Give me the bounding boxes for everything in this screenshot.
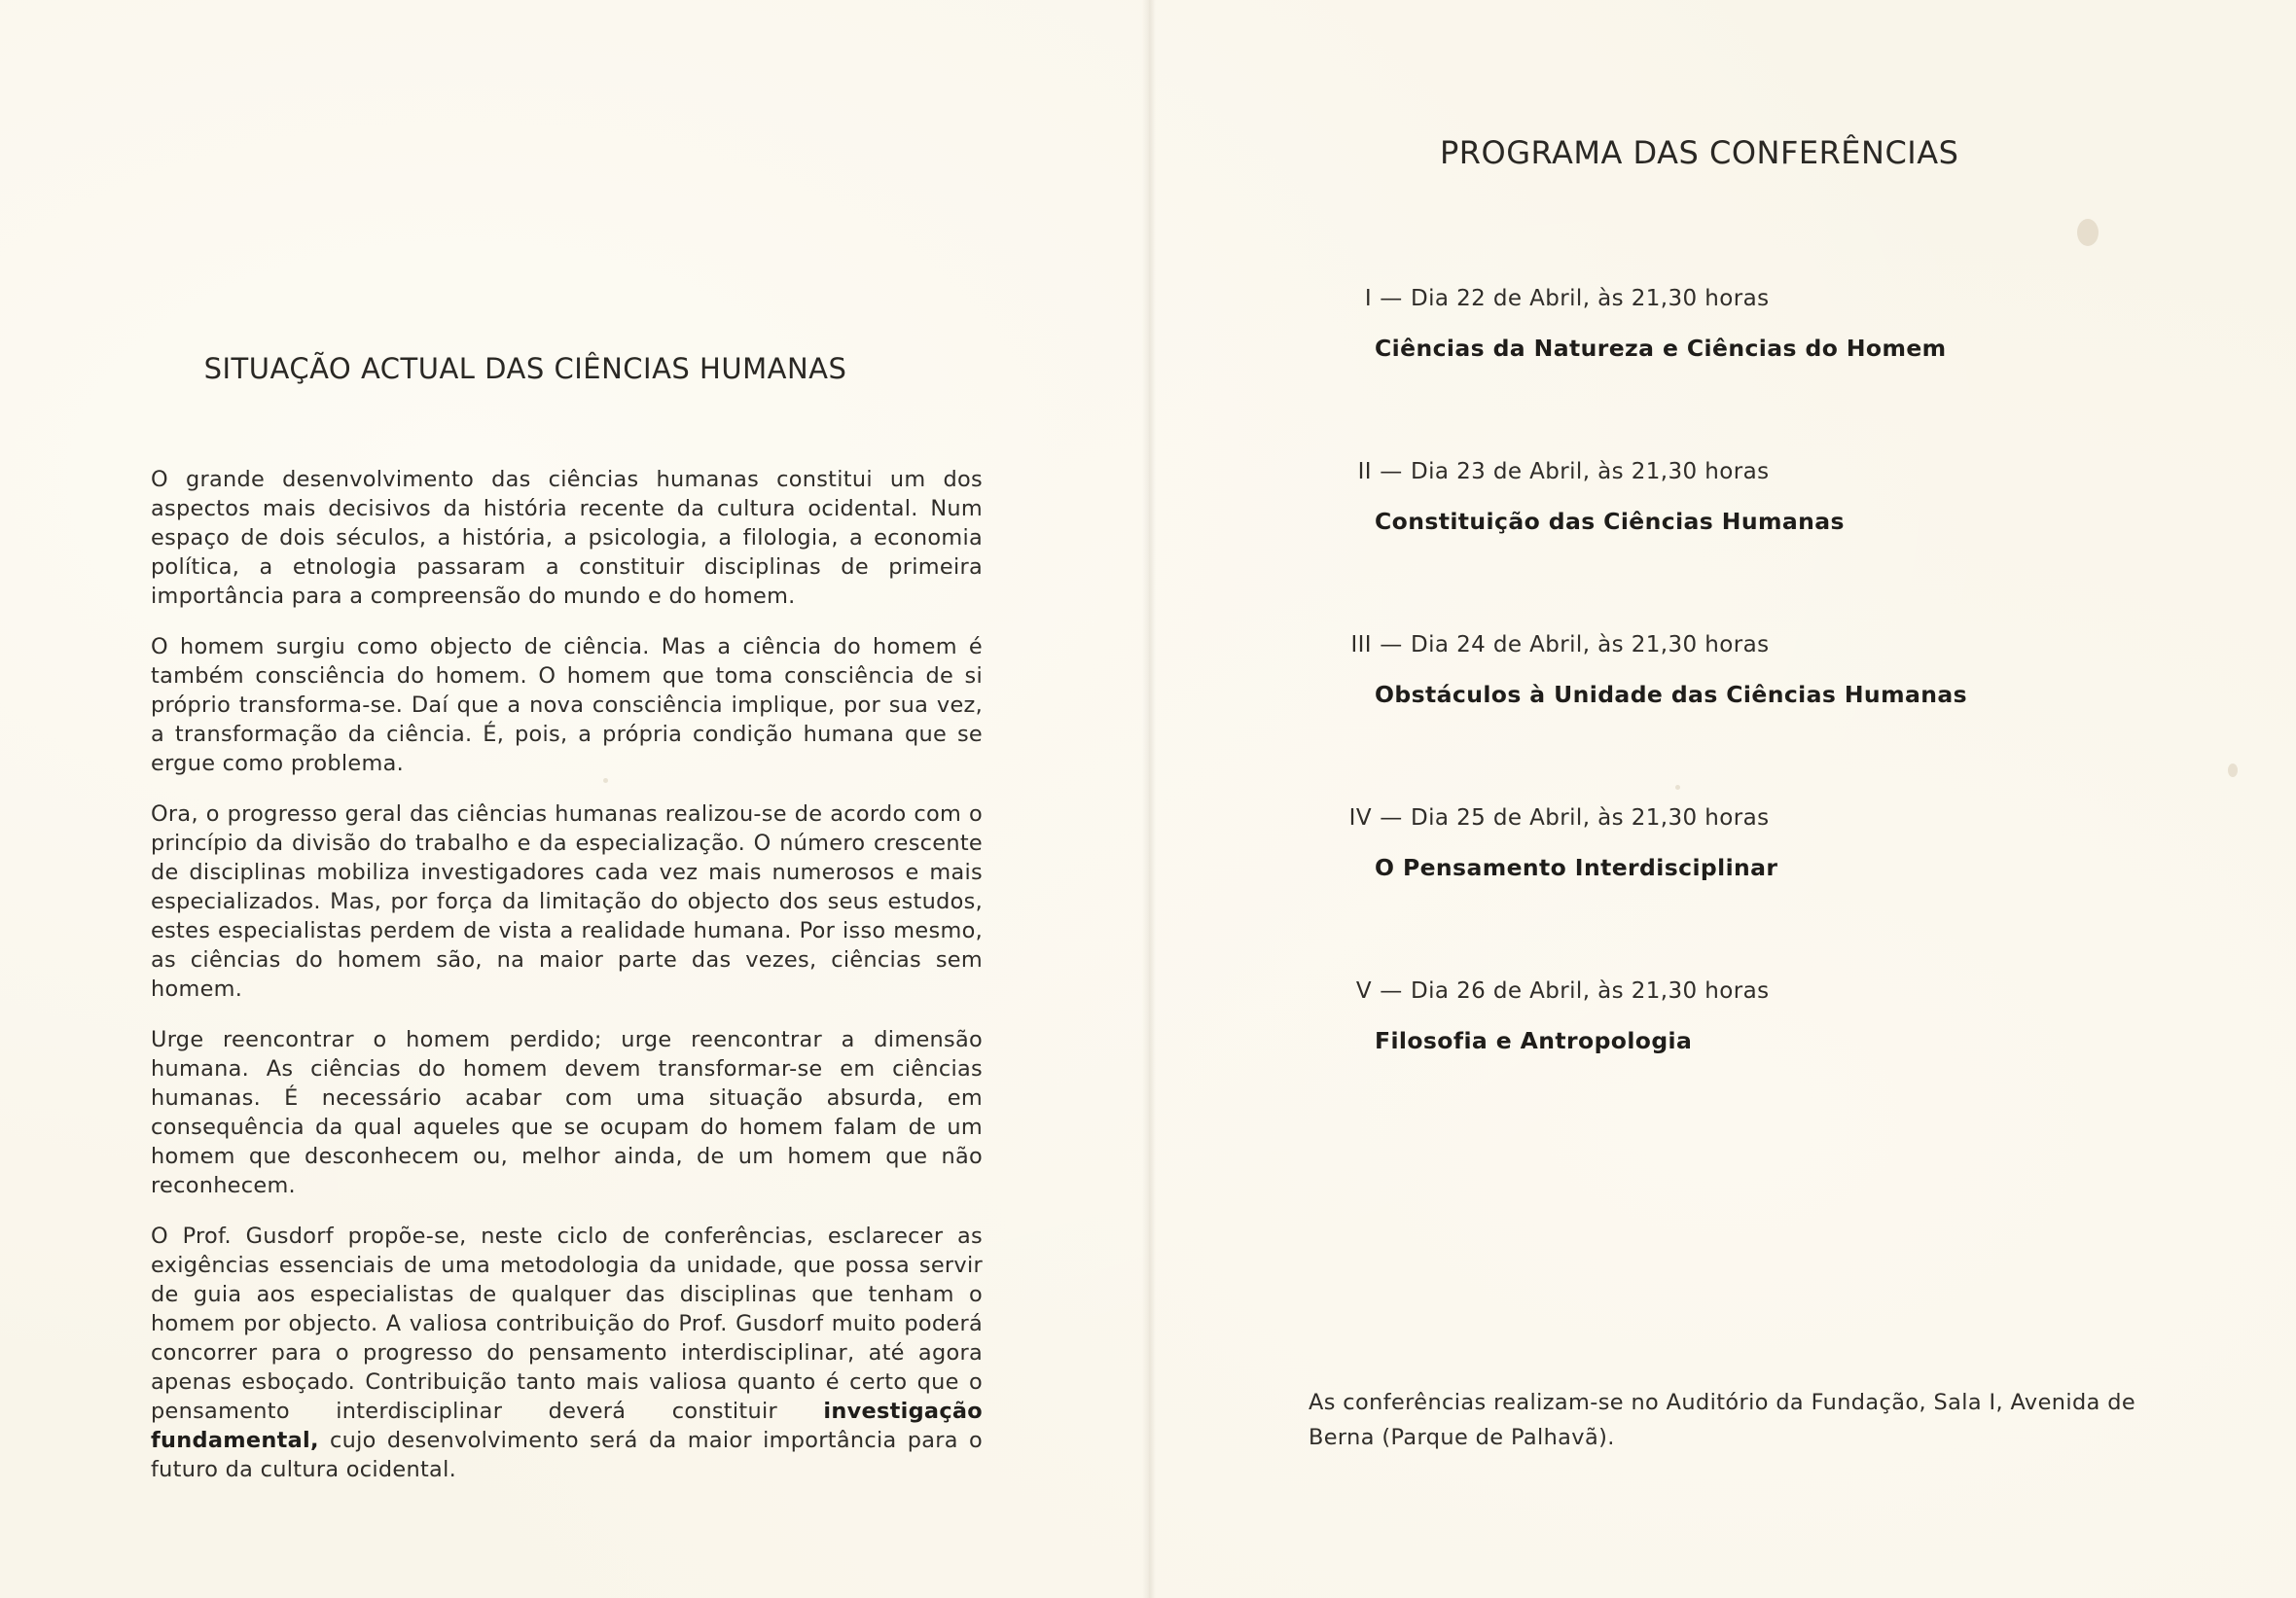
lecture-item: [1304, 977, 2179, 1054]
lecture-title: Filosofia e Antropologia: [1375, 1027, 1693, 1054]
center-fold: [1142, 0, 1156, 1598]
lecture-item: [1304, 284, 2179, 362]
lecture-title: Obstáculos à Unidade das Ciências Humanas: [1375, 681, 1967, 708]
lecture-title: O Pensamento Interdisciplinar: [1375, 854, 1778, 881]
lecture-number: IV: [1348, 805, 1372, 831]
venue-note: As conferências realizam-se no Auditório da Fundação, Sala I, Avenida de Berna (Parque de Palhavã).: [1309, 1390, 2136, 1450]
lecture-date: Dia 24 de Abril, às 21,30 horas: [1411, 632, 1770, 657]
paper-stain: [2228, 763, 2238, 777]
lecture-dash: —: [1380, 459, 1403, 484]
lecture-number: V: [1355, 978, 1372, 1004]
lecture-title: Ciências da Natureza e Ciências do Homem: [1375, 335, 1947, 362]
lecture-date: Dia 22 de Abril, às 21,30 horas: [1411, 286, 1770, 311]
lecture-dash: —: [1380, 978, 1403, 1004]
lecture-date-line: [1304, 284, 2179, 313]
paragraph: O grande desenvolvimento das ciências humanas constitui um dos aspectos mais decisivos da história recente da cultura ocidental. Num espaço de dois séculos, a história, a psicologia, a filologia, a economia política, a etnologia passaram a constituir disciplinas de primeira importância para a compreensão do mundo e do homem.: [151, 467, 983, 609]
emphasis-text: investigação fundamental,: [151, 1399, 983, 1453]
lecture-date: Dia 26 de Abril, às 21,30 horas: [1411, 978, 1770, 1004]
paragraph-text: cujo desenvolvimento será da maior importância para o futuro da cultura ocidental.: [151, 1428, 983, 1482]
lecture-number: I: [1364, 286, 1372, 311]
paragraph-last: [151, 1222, 983, 1484]
paragraph: O homem surgiu como objecto de ciência. Mas a ciência do homem é também consciência do homem. O homem que toma consciência de si próprio transforma-se. Daí que a nova consciência implique, por sua vez, a transformação da ciência. É, pois, a própria condição humana que se ergue como problema.: [151, 634, 983, 776]
paragraph: Urge reencontrar o homem perdido; urge reencontrar a dimensão humana. As ciências do homem devem transformar-se em ciências humanas. É necessário acabar com uma situação absurda, em consequência da qual aqueles que se ocupam do homem falam de um homem que desconhecem ou, melhor ainda, de um homem que não reconhecem.: [151, 1027, 983, 1198]
lecture-date-line: [1304, 977, 2179, 1006]
lecture-dash: —: [1380, 632, 1403, 657]
left-page-body: [151, 465, 983, 1506]
lecture-date: Dia 23 de Abril, às 21,30 horas: [1411, 459, 1770, 484]
lecture-date-line: [1304, 630, 2179, 659]
paper-stain: [2077, 219, 2099, 246]
lecture-item: [1304, 457, 2179, 535]
lecture-item: [1304, 630, 2179, 708]
lecture-item: [1304, 803, 2179, 881]
paper-stain: [1675, 785, 1680, 790]
lecture-number: III: [1350, 632, 1372, 657]
right-page-title: PROGRAMA DAS CONFERÊNCIAS: [1440, 134, 1959, 171]
left-page-title: SITUAÇÃO ACTUAL DAS CIÊNCIAS HUMANAS: [203, 352, 847, 385]
paragraph-text: O Prof. Gusdorf propõe-se, neste ciclo de conferências, esclarecer as exigências essenciais de uma metodologia da unidade, que possa servir de guia aos especialistas de qualquer das disciplinas que tenham o homem por objecto. A valiosa contribuição do Prof. Gusdorf muito poderá concorrer para o progresso do pensamento interdisciplinar, até agora apenas esboçado. Contribuição tanto mais valiosa quanto é certo que o pensamento interdisciplinar deverá constituir: [151, 1224, 983, 1424]
lecture-date-line: [1304, 457, 2179, 486]
lecture-dash: —: [1380, 286, 1403, 311]
lecture-date-line: [1304, 803, 2179, 833]
lecture-title: Constituição das Ciências Humanas: [1375, 508, 1845, 535]
lecture-number: II: [1357, 459, 1372, 484]
lecture-dash: —: [1380, 805, 1403, 831]
lecture-date: Dia 25 de Abril, às 21,30 horas: [1411, 805, 1770, 831]
paragraph: Ora, o progresso geral das ciências humanas realizou-se de acordo com o princípio da divisão do trabalho e da especialização. O número crescente de disciplinas mobiliza investigadores cada vez mais numerosos e mais especializados. Mas, por força da limitação do objecto dos seus estudos, estes especialistas perdem de vista a realidade humana. Por isso mesmo, as ciências do homem são, na maior parte das vezes, ciências sem homem.: [151, 801, 983, 1002]
